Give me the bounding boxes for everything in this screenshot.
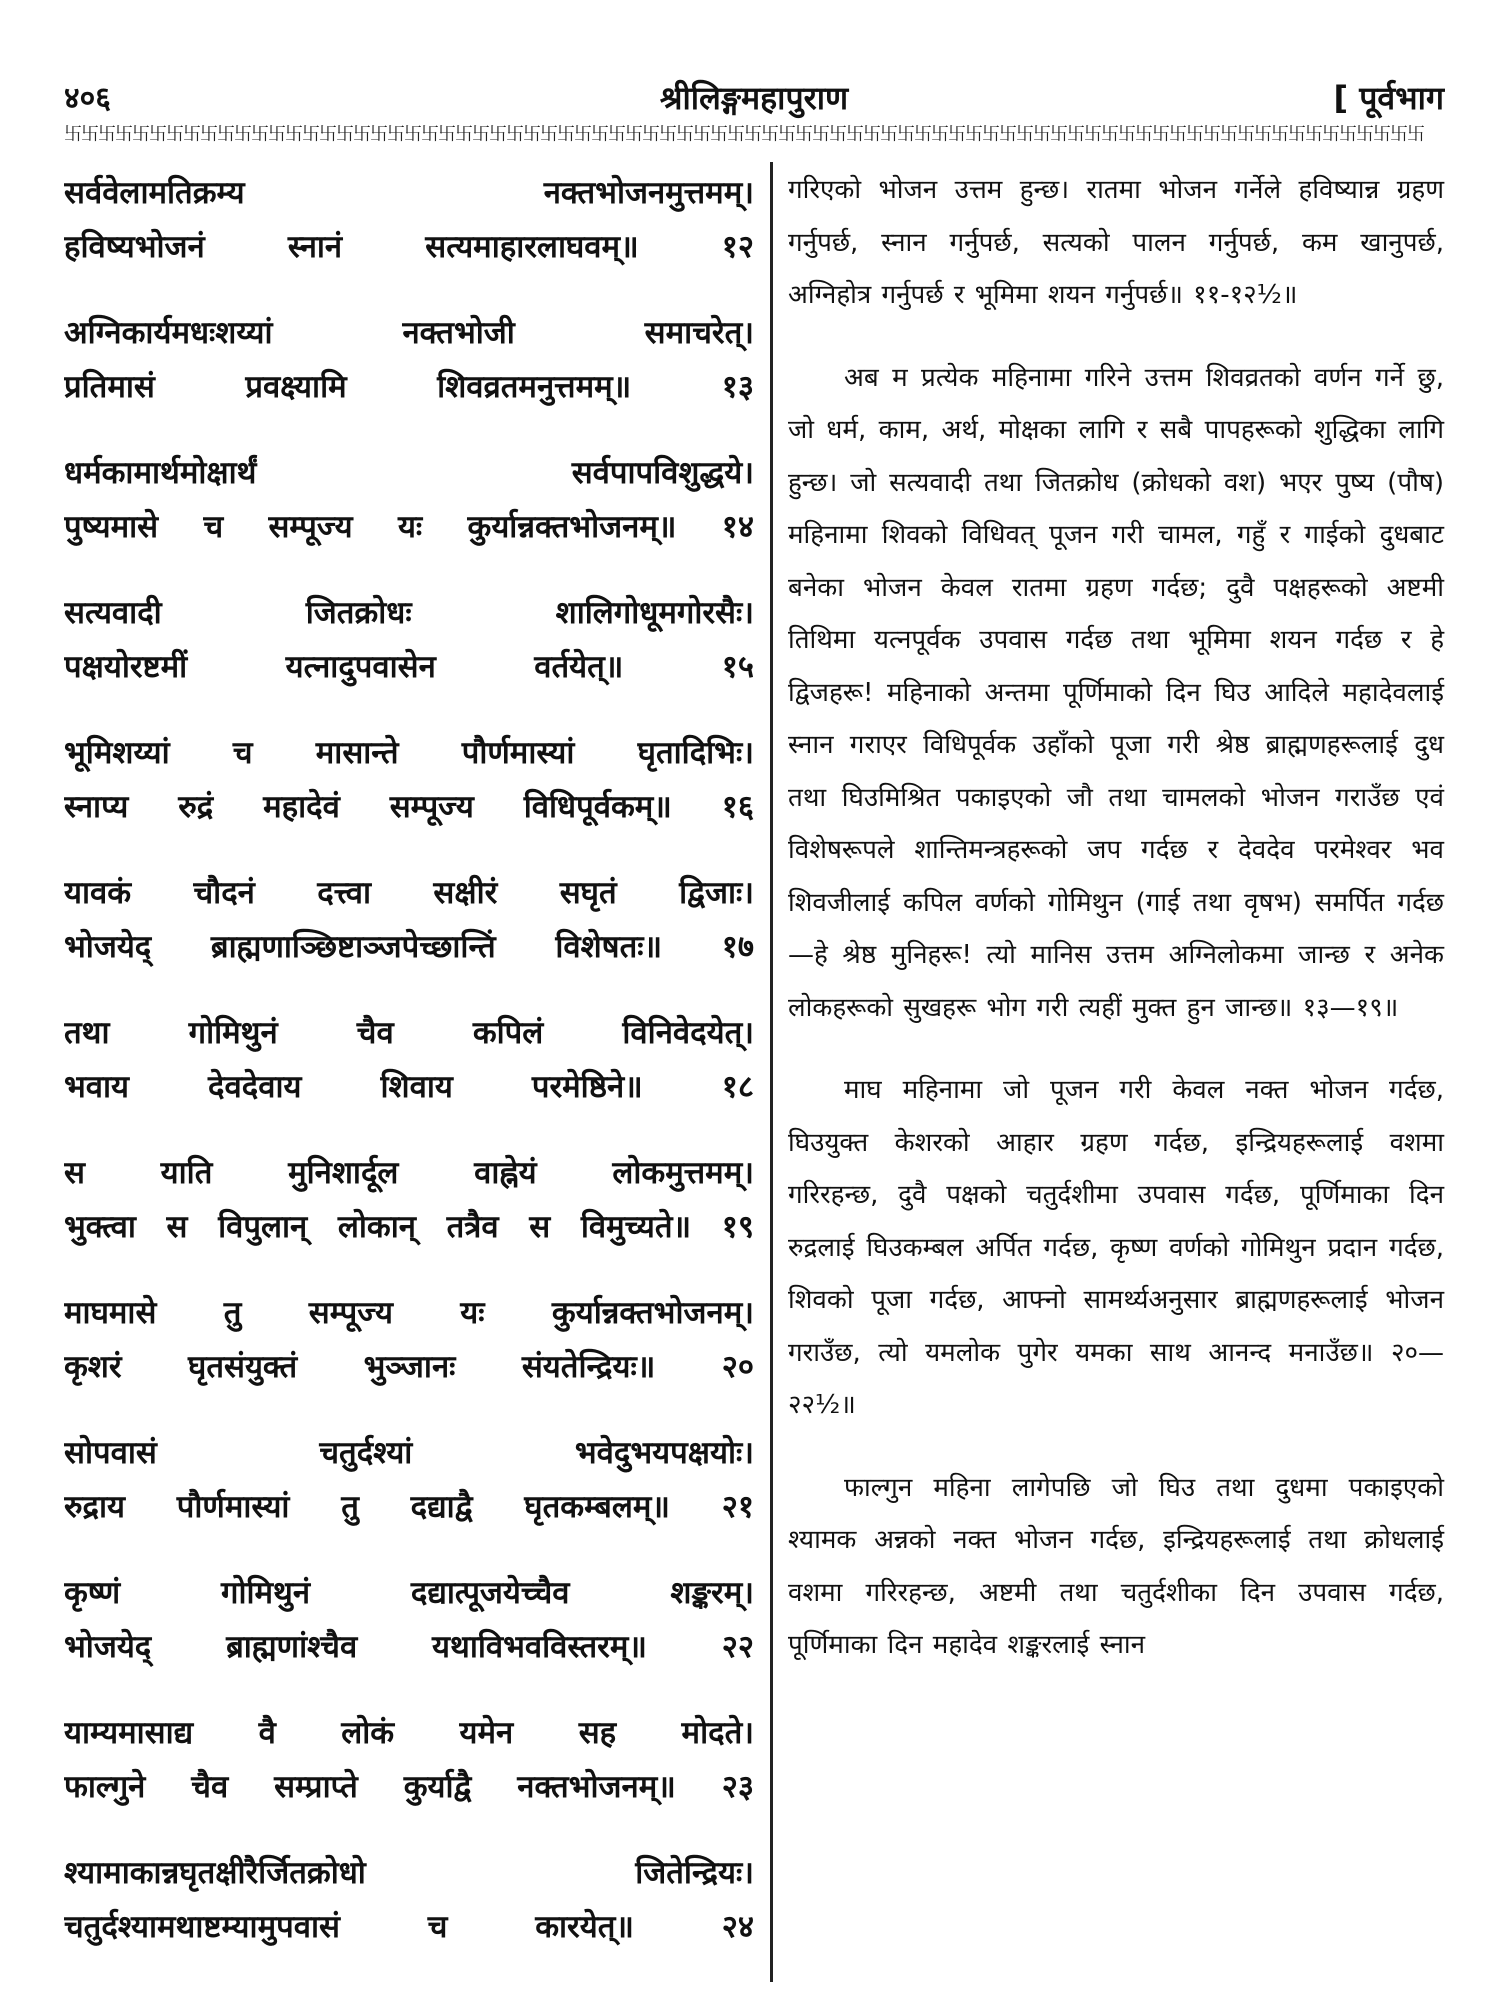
translation-paragraph: फाल्गुन महिना लागेपछि जो घिउ तथा दुधमा पकाइएको श्यामक अन्नको नक्त भोजन गर्दछ, इन्द्रियहरूलाई तथा क्रोधलाई वशमा गरिरहन्छ, अष्टमी तथा चतुर्दशीका दिन उपवास गर्दछ, पूर्णिमाका दिन महादेव शङ्करलाई स्नान [788, 1472, 1444, 1660]
page-header [64, 76, 1444, 120]
translation-paragraph: माघ महिनामा जो पूजन गरी केवल नक्त भोजन गर्दछ, घिउयुक्त केशरको आहार ग्रहण गर्दछ, इन्द्रियहरूलाई वशमा गरिरहन्छ, दुवै पक्षको चतुर्दशीमा उपवास गर्दछ, पूर्णिमाका दिन रुद्रलाई घिउकम्बल अर्पित गर्दछ, कृष्ण वर्णको गोमिथुन प्रदान गर्दछ, शिवको पूजा गर्दछ, आफ्नो सामर्थ्यअनुसार ब्राह्मणहरूलाई भोजन गराउँछ, त्यो यमलोक पुगेर यमका साथ आनन्द मनाउँछ॥ २०—२२½॥ [788, 1075, 1444, 1420]
verse-line: प्रतिमासं प्रवक्ष्यामि शिवव्रतमनुत्तमम्॥ १३ [64, 369, 754, 405]
verse-line: पक्षयोरष्टमीं यत्नादुपवासेन वर्तयेत्॥ १५ [64, 649, 754, 685]
verse-line: रुद्राय पौर्णमास्यां तु दद्याद्वै घृतकम्बलम्॥ २१ [64, 1489, 754, 1525]
verse-line: स्नाप्य रुद्रं महादेवं सम्पूज्य विधिपूर्वकम्॥ १६ [64, 789, 754, 825]
verse-line: भूमिशय्यां च मासान्ते पौर्णमास्यां घृतादिभिः। [64, 735, 754, 771]
verse-line: फाल्गुने चैव सम्प्राप्ते कुर्याद्वै नक्तभोजनम्॥ २३ [64, 1769, 754, 1805]
verse-line: सर्ववेलामतिक्रम्य नक्तभोजनमुत्तमम्। [64, 175, 754, 211]
verse-block [64, 1706, 754, 1814]
verse-line: भवाय देवदेवाय शिवाय परमेष्ठिने॥ १८ [64, 1069, 754, 1105]
translation-column [788, 164, 1444, 1702]
verse-block [64, 1006, 754, 1114]
verse-line: अग्निकार्यमधःशय्यां नक्तभोजी समाचरेत्। [64, 315, 754, 351]
section-label: [ पूर्वभाग [1333, 79, 1444, 117]
verse-block [64, 1426, 754, 1534]
verse-block [64, 1566, 754, 1674]
verse-block [64, 166, 754, 274]
verse-block [64, 726, 754, 834]
page-number: ४०६ [64, 81, 111, 116]
verse-block [64, 1146, 754, 1254]
verse-block [64, 586, 754, 694]
verse-line: भोजयेद् ब्राह्मणांश्चैव यथाविभवविस्तरम्॥ २२ [64, 1629, 754, 1665]
verse-line: धर्मकामार्थमोक्षार्थं सर्वपापविशुद्धये। [64, 455, 754, 491]
translation-paragraph: अब म प्रत्येक महिनामा गरिने उत्तम शिवव्रतको वर्णन गर्ने छु, जो धर्म, काम, अर्थ, मोक्षका लागि र सबै पापहरूको शुद्धिका लागि हुन्छ। जो सत्यवादी तथा जितक्रोध (क्रोधको वश) भएर पुष्य (पौष) महिनामा शिवको विधिवत् पूजन गरी चामल, गहुँ र गाईको दुधबाट बनेका भोजन केवल रातमा ग्रहण गर्दछ; दुवै पक्षहरूको अष्टमी तिथिमा यत्नपूर्वक उपवास गर्दछ तथा भूमिमा शयन गर्दछ र हे द्विजहरू! महिनाको अन्तमा पूर्णिमाको दिन घिउ आदिले महादेवलाई स्नान गराएर विधिपूर्वक उहाँको पूजा गरी श्रेष्ठ ब्राह्मणहरूलाई दुध तथा घिउमिश्रित पकाइएको जौ तथा चामलको भोजन गराउँछ एवं विशेषरूपले शान्तिमन्त्रहरूको जप गर्दछ र देवदेव परमेश्वर भव शिवजीलाई कपिल वर्णको गोमिथुन (गाई तथा वृषभ) समर्पित गर्दछ—हे श्रेष्ठ मुनिहरू! त्यो मानिस उत्तम अग्निलोकमा जान्छ र अनेक लोकहरूको सुखहरू भोग गरी त्यहीं मुक्त हुन जान्छ॥ १३—१९॥ [788, 362, 1444, 1023]
column-divider [770, 162, 773, 1982]
sanskrit-verses-column [64, 166, 754, 1986]
verse-block [64, 1846, 754, 1954]
verse-line: चतुर्दश्यामथाष्टम्यामुपवासं च कारयेत्॥ २४ [64, 1909, 754, 1945]
verse-line: यावकं चौदनं दत्त्वा सक्षीरं सघृतं द्विजाः। [64, 875, 754, 911]
verse-line: याम्यमासाद्य वै लोकं यमेन सह मोदते। [64, 1715, 754, 1751]
verse-line: तथा गोमिथुनं चैव कपिलं विनिवेदयेत्। [64, 1015, 754, 1051]
verse-block [64, 1286, 754, 1394]
verse-line: माघमासे तु सम्पूज्य यः कुर्यान्नक्तभोजनम्। [64, 1295, 754, 1331]
verse-line: हविष्यभोजनं स्नानं सत्यमाहारलाघवम्॥ १२ [64, 229, 754, 265]
verse-line: भोजयेद् ब्राह्मणाञ्छिष्टाञ्जपेच्छान्तिं विशेषतः॥ १७ [64, 929, 754, 965]
verse-block [64, 306, 754, 414]
verse-line: पुष्यमासे च सम्पूज्य यः कुर्यान्नक्तभोजनम्॥ १४ [64, 509, 754, 545]
decorative-border: 卐卐卐卐卐卐卐卐卐卐卐卐卐卐卐卐卐卐卐卐卐卐卐卐卐卐卐卐卐卐卐卐卐卐卐卐卐卐卐卐卐卐卐卐卐卐卐卐卐卐卐卐卐卐卐卐卐卐卐卐卐卐卐卐卐卐卐卐卐卐卐卐卐卐卐卐卐卐卐卐 [64, 124, 1424, 145]
verse-line: स याति मुनिशार्दूल वाह्नेयं लोकमुत्तमम्। [64, 1155, 754, 1191]
page-title: श्रीलिङ्गमहापुराण [659, 79, 849, 117]
verse-line: कृष्णं गोमिथुनं दद्यात्पूजयेच्चैव शङ्करम्। [64, 1575, 754, 1611]
translation-paragraph: गरिएको भोजन उत्तम हुन्छ। रातमा भोजन गर्नेले हविष्यान्न ग्रहण गर्नुपर्छ, स्नान गर्नुपर्छ, सत्यको पालन गर्नुपर्छ, कम खानुपर्छ, अग्निहोत्र गर्नुपर्छ र भूमिमा शयन गर्नुपर्छ॥ ११-१२½॥ [788, 175, 1444, 310]
verse-line: सोपवासं चतुर्दश्यां भवेदुभयपक्षयोः। [64, 1435, 754, 1471]
verse-line: सत्यवादी जितक्रोधः शालिगोधूमगोरसैः। [64, 595, 754, 631]
verse-line: श्यामाकान्नघृतक्षीरैर्जितक्रोधो जितेन्द्रियः। [64, 1855, 754, 1891]
verse-line: भुक्त्वा स विपुलान् लोकान् तत्रैव स विमुच्यते॥ १९ [64, 1209, 754, 1245]
verse-line: कृशरं घृतसंयुक्तं भुञ्जानः संयतेन्द्रियः॥ २० [64, 1349, 754, 1385]
verse-block [64, 866, 754, 974]
verse-block [64, 446, 754, 554]
